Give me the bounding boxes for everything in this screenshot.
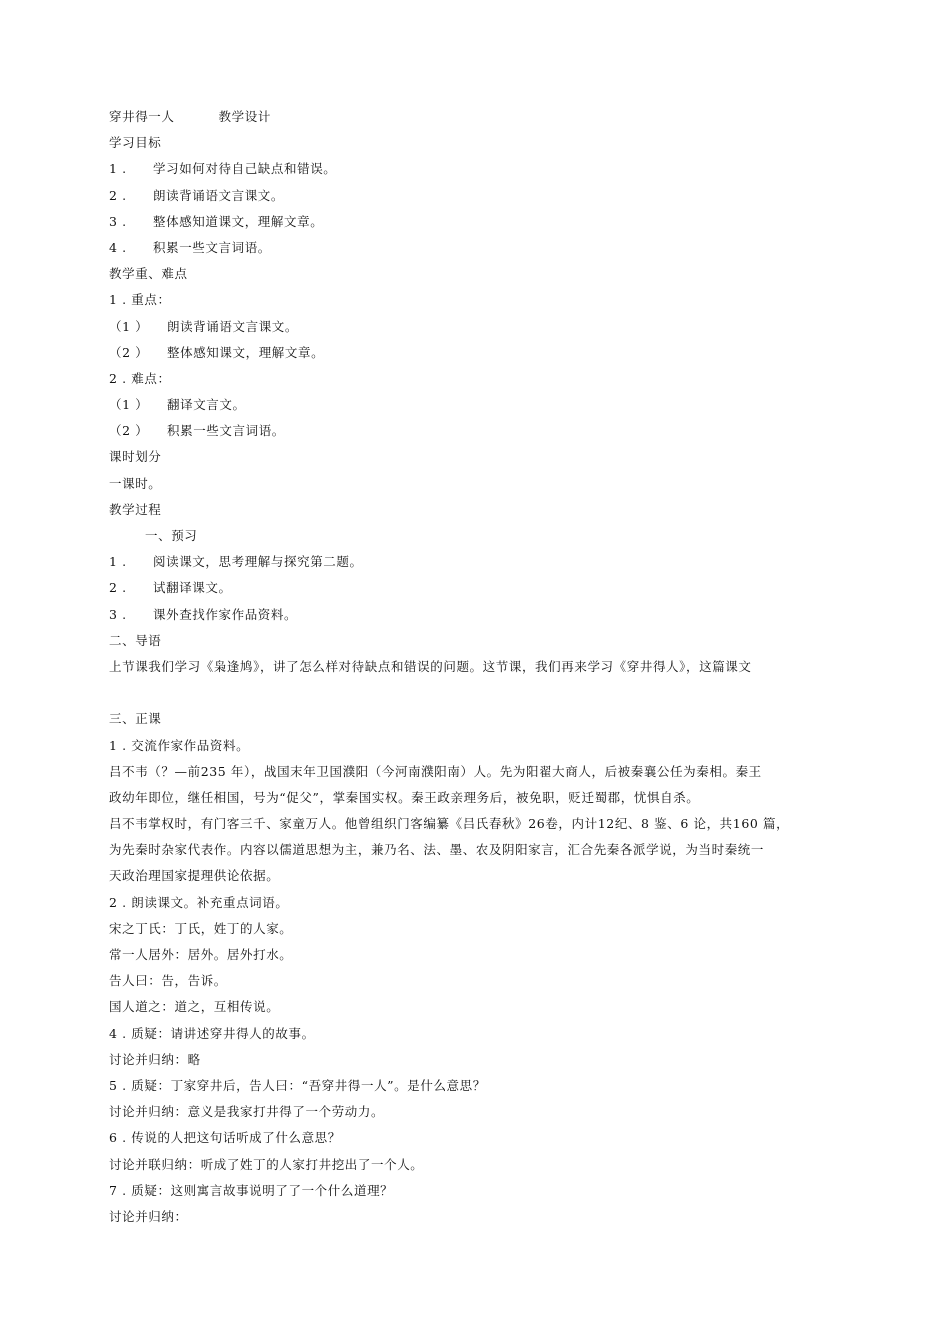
- answer-item: 讨论并归纳：略: [109, 1051, 201, 1067]
- hard-point-text: 翻译文言文。: [167, 397, 246, 413]
- vocab-item: 国人道之：道之，互相传说。: [109, 999, 280, 1015]
- hard-point-number: （2 ）: [109, 423, 149, 439]
- goal-text: 积累一些文言词语。: [153, 239, 271, 255]
- goal-item: [109, 209, 849, 235]
- hard-point-text: 积累一些文言词语。: [167, 423, 285, 439]
- document-body: [109, 104, 849, 1230]
- goal-number: 3 .: [109, 213, 127, 229]
- hard-point-item: [109, 418, 849, 444]
- question-item: 6 . 传说的人把这句话听成了什么意思？: [109, 1130, 341, 1146]
- vocab-item: 告人曰：告，告诉。: [109, 973, 227, 989]
- key-points-label: 1 . 重点：: [109, 292, 171, 308]
- answer-item: 讨论并联归纳：听成了姓丁的人家打井挖出了一个人。: [109, 1156, 424, 1172]
- goal-item: [109, 156, 849, 182]
- key-point-item: [109, 314, 849, 340]
- goal-item: [109, 235, 849, 261]
- key-point-text: 整体感知课文，理解文章。: [167, 344, 325, 360]
- blank-line: [109, 680, 849, 706]
- question-item: 7 . 质疑：这则寓言故事说明了了一个什么道理？: [109, 1182, 394, 1198]
- vocab-item: 常一人居外：居外。居外打水。: [109, 947, 293, 962]
- document-title: [109, 104, 849, 130]
- goals-heading: 学习目标: [109, 135, 162, 151]
- title-suffix: 教学设计: [218, 109, 271, 124]
- schedule-text: 一课时。: [109, 475, 162, 491]
- goal-text: 学习如何对待自己缺点和错误。: [153, 161, 337, 177]
- hard-point-item: [109, 392, 849, 418]
- book-paragraph-line: 吕不韦掌权时，有门客三千、家童万人。他曾组织门客编纂《吕氏春秋》26卷，内计12纪、8 鉴、6 论，共160 篇，: [109, 816, 790, 832]
- goal-text: 朗读背诵语文言课文。: [153, 187, 285, 203]
- goal-item: [109, 183, 849, 209]
- goal-text: 整体感知道课文，理解文章。: [153, 213, 324, 229]
- book-paragraph-line: 为先秦时杂家代表作。内容以儒道思想为主，兼乃名、法、墨、农及阴阳家言，汇合先秦各派学说，为当时秦统一: [109, 842, 765, 858]
- answer-item: 讨论并归纳：: [109, 1208, 188, 1224]
- preview-heading: 一、预习: [145, 528, 198, 543]
- focus-heading: 教学重、难点: [109, 266, 188, 282]
- author-paragraph-line: 吕不韦（？—前235 年），战国末年卫国濮阳（今河南濮阳南）人。先为阳翟大商人，后被秦襄公任为秦相。秦王: [109, 763, 762, 779]
- schedule-heading: 课时划分: [109, 449, 162, 465]
- step-read-aloud: 2 . 朗读课文。补充重点词语。: [109, 894, 289, 910]
- key-point-text: 朗读背诵语文言课文。: [167, 318, 299, 334]
- intro-heading: 二、导语: [109, 632, 162, 648]
- question-item: 5 . 质疑：丁家穿井后，告人曰：“吾穿井得一人”。是什么意思？: [109, 1077, 486, 1093]
- preview-text: 试翻译课文。: [153, 580, 232, 596]
- question-item: 4 . 质疑：请讲述穿井得人的故事。: [109, 1025, 315, 1041]
- preview-number: 2 .: [109, 580, 127, 596]
- preview-text: 阅读课文，思考理解与探究第二题。: [153, 554, 363, 570]
- preview-item: [109, 575, 849, 601]
- hard-point-number: （1 ）: [109, 397, 149, 413]
- key-point-number: （2 ）: [109, 344, 149, 360]
- vocab-item: 宋之丁氏：丁氏，姓丁的人家。: [109, 920, 293, 936]
- process-heading: 教学过程: [109, 501, 162, 517]
- preview-item: [109, 602, 849, 628]
- goal-number: 4 .: [109, 239, 127, 255]
- hard-points-label: 2 . 难点：: [109, 370, 171, 386]
- intro-text: 上节课我们学习《枭逢鸠》，讲了怎么样对待缺点和错误的问题。这节课，我们再来学习《穿井得人》，这篇课文: [109, 658, 752, 674]
- key-point-item: [109, 340, 849, 366]
- title-name: 穿井得一人: [109, 109, 175, 124]
- answer-item: 讨论并归纳：意义是我家打井得了一个劳动力。: [109, 1104, 385, 1120]
- preview-number: 1 .: [109, 554, 127, 570]
- preview-number: 3 .: [109, 606, 127, 622]
- goal-number: 2 .: [109, 187, 127, 203]
- book-paragraph-line: 天政治理国家提理供论依据。: [109, 868, 280, 884]
- preview-text: 课外查找作家作品资料。: [153, 606, 298, 622]
- author-paragraph-line: 政幼年即位，继任相国，号为“促父”，掌秦国实权。秦王政亲理务后，被免职，贬迁蜀郡，忧惧自杀。: [109, 789, 700, 805]
- goal-number: 1 .: [109, 161, 127, 177]
- lesson-heading: 三、正课: [109, 711, 162, 727]
- step-exchange-materials: 1 . 交流作家作品资料。: [109, 737, 250, 753]
- preview-item: [109, 549, 849, 575]
- key-point-number: （1 ）: [109, 318, 149, 334]
